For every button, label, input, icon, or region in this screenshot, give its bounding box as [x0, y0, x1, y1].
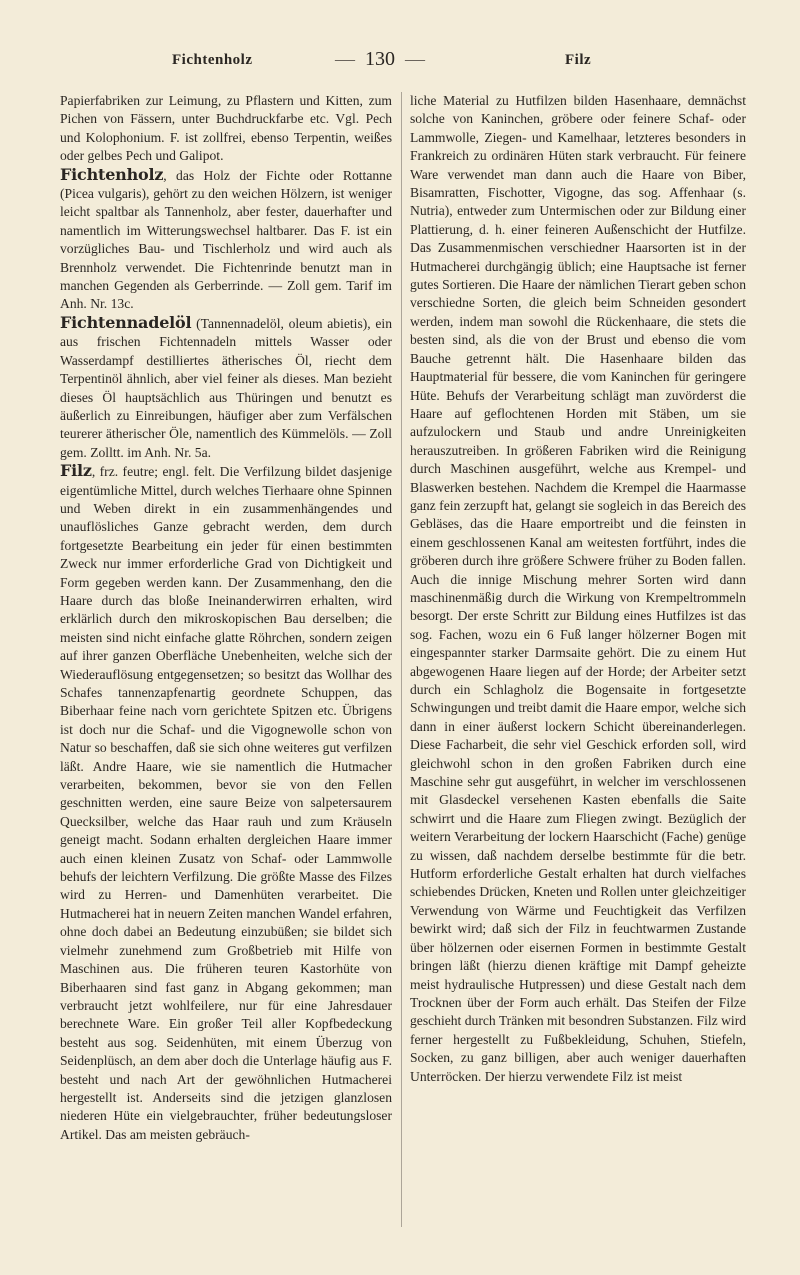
- entry-continuation: [60, 92, 392, 166]
- page-number: — 130 —: [335, 48, 425, 70]
- header-left-keyword: Fichtenholz: [172, 52, 253, 68]
- header-right-keyword: Filz: [565, 52, 592, 68]
- entry-filz: [60, 462, 392, 1144]
- entry-text: (Tannennadelöl, oleum abietis), ein aus frischen Fichtennadeln mittels Wasser oder Wasserdampf destilliertes ätherisches Öl, riecht dem Terpentinöl ähnlich, aber viel feiner als dieses. Man bezieht dieses Öl hauptsächlich aus Thüringen und benutzt es äußerlich zu Einreibungen, häufiger aber zum Verfälschen teurerer ätherischer Öle, namentlich des Kümmelöls. — Zoll gem. Zolltt. im Anh. Nr. 5a.: [60, 315, 392, 460]
- entry-fichtennadeloel: [60, 314, 392, 462]
- entry-lemma: Filz: [60, 461, 92, 481]
- entry-text: Papierfabriken zur Leimung, zu Pflastern und Kitten, zum Pichen von Fässern, unter Buchdruckfarbe etc. Vgl. Pech und Kolophonium. F. ist zollfrei, ebenso Terpentin, weißes oder gelbes Pech und Galipot.: [60, 93, 392, 164]
- entry-filz-continued: [410, 92, 746, 1086]
- entry-text: , frz. feutre; engl. felt. Die Verfilzung bildet dasjenige eigentümliche Mittel, durch welches Tierhaare ohne Spinnen und Weben direkt in ein zusammenhängendes und unauflösliches Ganze gebracht werden, dem durch fortgesetzte Bearbeitung ein jeder für einen bestimmten Zweck nur immer erforderliche Grad von Dichtigkeit und Form gegeben werden kann. Der Zusammenhang, den die Haare durch das bloße Ineinanderwirren erhalten, wird erklärlich durch den mikroskopischen Bau derselben; die meisten sind nicht einfache glatte Röhrchen, sondern zeigen auf ihrer ganzen Oberfläche Unebenheiten, welche sich der Wiederauflösung entgegensetzen; so besitzt das Wollhar des Schafes tannenzapfenartig geordnete Schuppen, das Biberhaar feine nach vorn gerichtete Spitzen etc. Übrigens ist doch nur die Schaf- und die Vigognewolle schon von Natur so beschaffen, daß sie sich ohne weiteres gut verfilzen läßt. Andre Haare, wie sie namentlich die Hutmacher verarbeiten, bekommen, bevor sie von den Fellen geschnitten werden, eine saure Beize von salpetersaurem Quecksilber, welche das Haar rauh und zum Kräuseln geneigt macht. Sodann erhalten dergleichen Haare immer auch einen kleinen Zusatz von Schaf- oder Lammwolle behufs der leichtern Verfilzung. Die größte Masse des Filzes wird zu Herren- und Damenhüten verarbeitet. Die Hutmacherei hat in neuern Zeiten manchen Wandel erfahren, ohne doch dabei an Bedeutung einzubüßen; sie bildet sich vielmehr zunehmend zum Großbetrieb mit Hilfe von Maschinen aus. Die früheren teuren Kastorhüte von Biberhaaren sind fast ganz in Abgang gekommen; man verbraucht jetzt wohlfeilere, nur für eine Jahresdauer berechnete Ware. Ein großer Teil aller Kopfbedeckung besteht aus sog. Seidenhüten, mit einem Überzug von Seidenplüsch, an dem aber doch die Unterlage häufig aus F. besteht und nach Art der gewöhnlichen Hutmacherei hergestellt ist. Anderseits sind die jetzigen glanzlosen niederen Hüte ein vielgebrauchter, früher bedeutungsloser Artikel. Das am meisten gebräuch-: [60, 464, 392, 1142]
- entry-lemma: Fichtenholz: [60, 164, 164, 184]
- page-number-value: 130: [365, 48, 395, 70]
- entry-text: liche Material zu Hutfilzen bilden Hasenhaare, demnächst solche von Kaninchen, gröbere oder feinere Schaf- oder Lammwolle, Ziegen- und Kamelhaar, letzteres besonders in Frankreich zu ordinären Hüten stark verbraucht. Für feinere Ware verwendet man dann auch die Haare von Biber, Bisamratten, Fischotter, Vigogne, das sog. Affenhaar (s. Nutria), entweder zum Untermischen oder zur Bildung einer Plattierung, d. h. einer feineren Außenschicht der Hutfilze. Das Zusammenmischen verschiedner Haarsorten ist in der Hutmacherei durchgängig üblich; eine Hauptsache ist ferner gutes Sortieren. Die Haare der nämlichen Tierart geben schon verschiedne Sorten, die gleich beim Schneiden gesondert werden, indem man sowohl die Rückenhaare, die stets die besten sind, als die von der Brust und ebenso die vom Bauche getrennt hält. Die Hasenhaare bilden das Hauptmaterial für bessere, die vom Kaninchen für geringere Hüte. Behufs der Verarbeitung schlägt man zuvörderst die Haare auf geflochtenen Horden mit Stäben, um sie aufzulockern und Staub und andre Unreinigkeiten herauszutreiben. In größeren Fabriken wird die Reinigung durch Maschinen ausgeführt, welche aus Krempel- und Blaswerken bestehen. Nachdem die Krempel die Haarmasse ganz fein zerzupft hat, gelangt sie sogleich in das Bereich des Gebläses, das die Haare emportreibt und die feinsten in einem geschlossenen Kanal am weitesten fortführt, indes die gröberen durch ihre größere Schwere früher zu Boden fallen. Auch die innige Mischung mehrer Sorten wird dann maschinenmäßig durch die Wirkung von Krempeltrommeln besorgt. Der erste Schritt zur Bildung eines Hutfilzes ist das sog. Fachen, wozu ein 6 Fuß langer hölzerner Bogen mit eingespannter starker Darmsaite gehört. Die zu einem Hut abgewogenen Haare liegen auf der Horde; der Arbeiter setzt durch ein Schlagholz die Bogensaite in fortgesetzte Schwingungen und treibt damit die Haare empor, welche sich dann in einer äußerst lockern Schicht übereinanderlegen. Diese Facharbeit, die sehr viel Geschick erforden soll, wird gleichwohl schon in den großen Fabriken durch eine Maschine sehr gut ausgeführt, in welcher im verschlossenen mit Glasdeckel versehenen Kasten ebenfalls die Saite schwirrt und die Haare zum Fliegen zwingt. Bezüglich der weitern Verarbeitung der lockern Haarschicht (Fache) genüge zu wissen, daß nachdem derselbe bestimmte für die betr. Hutform erforderliche Gestalt erhalten hat durch vielfaches schiebendes Drücken, Kneten und Rollen unter gleichzeitiger Verwendung von Wärme und Feuchtigkeit das Verfilzen bewirkt wird; daß sich der Filz in feuchtwarmen Zustande über hölzernen oder eisernen Formen in bestimmte Gestalt bringen läßt (hierzu dienen kräftige mit Dampf geheizte meist hydraulische Hutpressen) und diese Gestalt nach dem Trocknen über der Form auch erhält. Das Steifen der Filze geschieht durch Tränken mit besondren Substanzen. Filz wird ferner hergestellt zu Fußbekleidung, Schuhen, Stiefeln, Socken, zu ganz billigen, aber auch weniger dauerhaften Unterröcken. Der hierzu verwendete Filz ist meist: [410, 93, 747, 1084]
- column-divider: [401, 92, 402, 1227]
- entry-text: , das Holz der Fichte oder Rottanne (Picea vulgaris), gehört zu den weichen Hölzern, ist weniger leicht spaltbar als Tannenholz, aber fester, dauerhafter und namentlich im Witterungswechsel haltbarer. Das F. ist ein vorzügliches Bau- und Tischlerholz und wird auch als Brennholz verwendet. Die Fichtenrinde benutzt man in manchen Gegenden als Gerberrinde. — Zoll gem. Tarif im Anh. Nr. 13c.: [60, 167, 392, 312]
- entry-fichtenholz: [60, 166, 392, 314]
- right-column: [410, 92, 746, 1086]
- running-header: [60, 48, 750, 74]
- left-column: [60, 92, 392, 1144]
- entry-lemma: Fichtennadelöl: [60, 312, 192, 332]
